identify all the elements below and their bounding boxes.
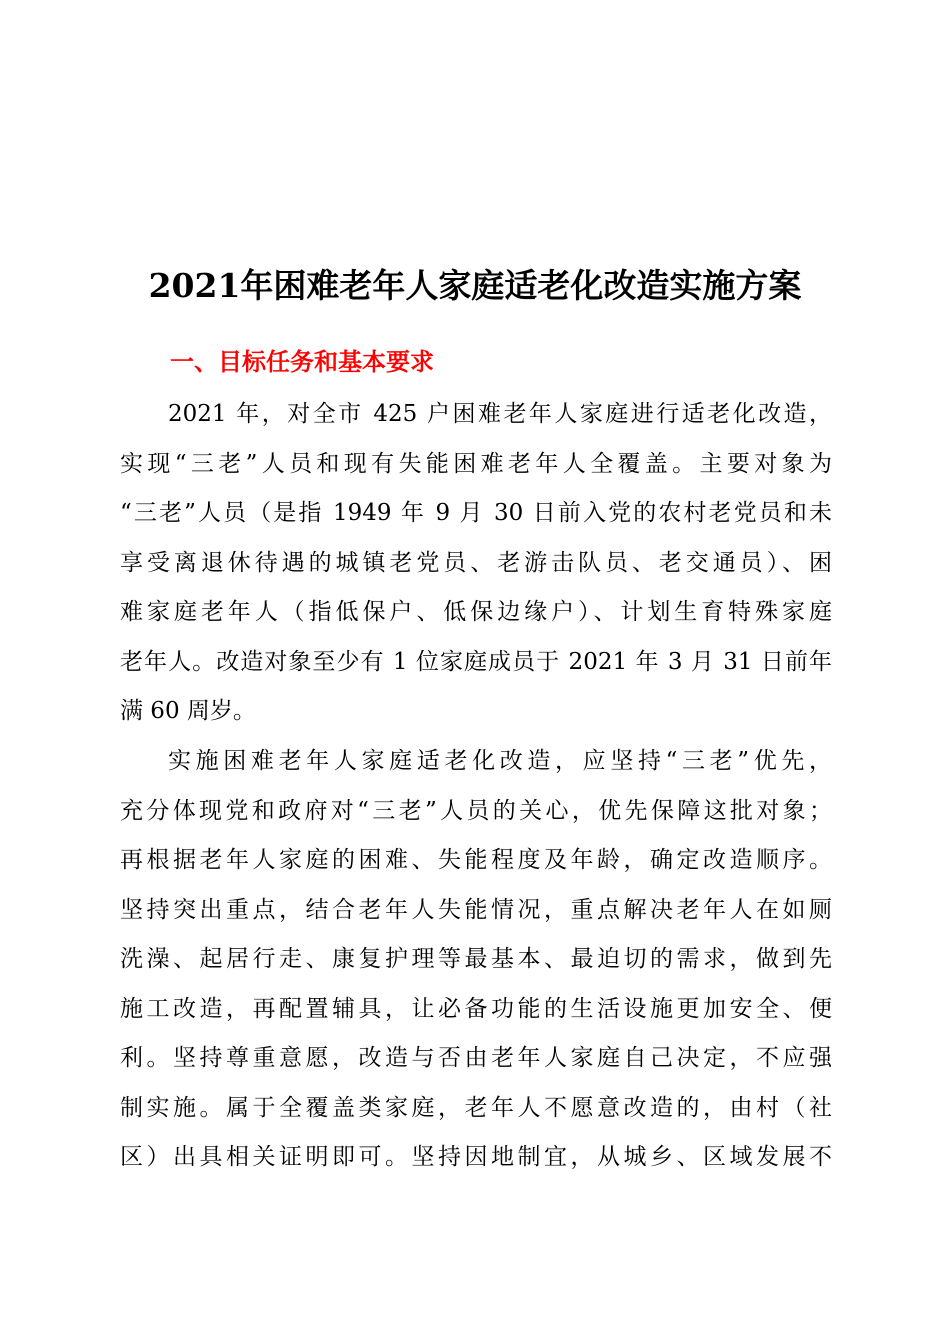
paragraph-line: 制实施。属于全覆盖类家庭，老年人不愿意改造的，由村（社 bbox=[120, 1094, 832, 1121]
paragraph-1 bbox=[120, 390, 832, 737]
paragraph-line: 利。坚持尊重意愿，改造与否由老年人家庭自己决定，不应强 bbox=[120, 1045, 832, 1071]
paragraph-line: 坚持突出重点，结合老年人失能情况，重点解决老年人在如厕 bbox=[120, 896, 832, 923]
paragraph-line: 2021 年，对全市 425 户困难老年人家庭进行适老化改造， bbox=[168, 401, 832, 427]
document-title: 2021年困难老年人家庭适老化改造实施方案 bbox=[148, 266, 802, 305]
paragraph-line: 满 60 周岁。 bbox=[120, 698, 256, 724]
paragraph-line: 施工改造，再配置辅具，让必备功能的生活设施更加安全、便 bbox=[120, 995, 832, 1022]
paragraph-line: 老年人。改造对象至少有 1 位家庭成员于 2021 年 3 月 31 日前年 bbox=[120, 648, 832, 675]
paragraph-line: 实现“三老”人员和现有失能困难老年人全覆盖。主要对象为 bbox=[120, 450, 832, 477]
paragraph-line: 充分体现党和政府对“三老”人员的关心，优先保障这批对象； bbox=[120, 797, 832, 824]
paragraph-line: “三老”人员（是指 1949 年 9 月 30 日前入党的农村老党员和未 bbox=[120, 500, 832, 526]
paragraph-line: 区）出具相关证明即可。坚持因地制宜，从城乡、区域发展不 bbox=[120, 1144, 832, 1170]
paragraph-2 bbox=[120, 737, 832, 1183]
section-heading: 一、目标任务和基本要求 bbox=[170, 348, 434, 376]
paragraph-line: 再根据老年人家庭的困难、失能程度及年龄，确定改造顺序。 bbox=[120, 847, 832, 873]
paragraph-line: 享受离退休待遇的城镇老党员、老游击队员、老交通员）、困 bbox=[120, 549, 832, 576]
paragraph-line: 洗澡、起居行走、康复护理等最基本、最迫切的需求，做到先 bbox=[120, 946, 832, 972]
paragraph-line: 难家庭老年人（指低保户、低保边缘户）、计划生育特殊家庭 bbox=[120, 599, 832, 625]
paragraph-line: 实施困难老年人家庭适老化改造，应坚持“三老”优先， bbox=[168, 748, 832, 774]
